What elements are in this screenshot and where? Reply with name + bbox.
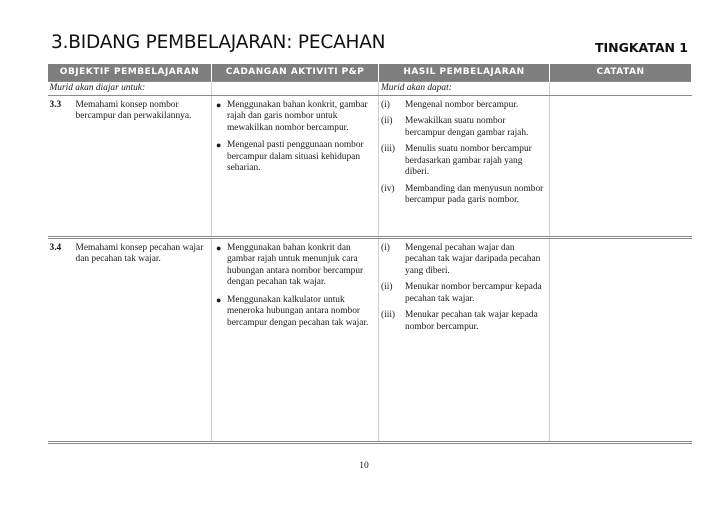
bullet-icon: ●: [216, 99, 222, 110]
subheader-notes-empty: [550, 81, 692, 95]
outcome-number: (ii): [381, 282, 393, 292]
outcome-item: [381, 310, 547, 333]
learning-table: [47, 64, 692, 444]
outcome-number: (iii): [381, 310, 396, 320]
outcome-number: (iv): [381, 183, 395, 194]
table-subheader-row: [48, 81, 692, 95]
table-row: [48, 95, 692, 237]
bullet-icon: ●: [216, 242, 222, 253]
subheader-empty: [212, 81, 379, 95]
objective-text: Memahami konsep pecahan wajar dan pecahan tak wajar.: [75, 242, 204, 264]
subheader-taught: Murid akan diajar untuk:: [48, 81, 212, 95]
form-level-label: TINGKATAN 1: [594, 40, 688, 55]
outcome-number: (i): [381, 99, 390, 110]
column-header-activities: CADANGAN AKTIVITI P&P: [212, 64, 379, 81]
outcome-text: Membanding dan menyusun nombor bercampur pada garis nombor.: [405, 183, 544, 205]
outcomes-cell: [379, 95, 550, 237]
activity-item: [214, 243, 376, 289]
bullet-icon: ●: [216, 294, 222, 305]
objective-text: Memahami konsep nombor bercampur dan perwakilannya.: [75, 99, 192, 121]
outcome-text: Menukar pecahan tak wajar kepada nombor bercampur.: [405, 310, 538, 332]
outcome-item: [381, 184, 547, 207]
objective-code: 3.3: [49, 99, 62, 110]
objective-code: 3.4: [49, 242, 62, 253]
outcome-item: [381, 243, 547, 278]
column-header-objectives: OBJEKTIF PEMBELAJARAN: [48, 64, 212, 81]
activity-item: [214, 140, 376, 175]
column-header-outcomes: HASIL PEMBELAJARAN: [379, 64, 550, 81]
outcome-text: Mewakilkan suatu nombor bercampur dengan gambar rajah.: [405, 116, 529, 138]
activity-item: [214, 295, 376, 330]
activity-text: Menggunakan bahan konkrit, gambar rajah dan garis nombor untuk mewakilkan nombor bercampur.: [227, 99, 368, 133]
table-row: [48, 237, 692, 442]
activity-text: Menggunakan kalkulator untuk meneroka hubungan antara nombor bercampur dengan pecahan tak wajar.: [227, 294, 369, 328]
column-header-notes: CATATAN: [550, 64, 692, 81]
activity-text: Menggunakan bahan konkrit dan gambar rajah untuk menunjuk cara hubungan antara nombor bercampur dengan pecahan tak wajar.: [227, 242, 364, 287]
bullet-icon: ●: [216, 140, 222, 150]
outcome-item: [381, 116, 547, 139]
outcomes-cell: [379, 237, 550, 442]
outcome-number: (iii): [381, 144, 396, 154]
table-header-row: [48, 64, 692, 81]
outcome-text: Menulis suatu nombor bercampur berdasarkan gambar rajah yang diberi.: [405, 144, 532, 177]
page-number: 10: [359, 461, 369, 471]
notes-cell: [550, 95, 692, 237]
subheader-able: Murid akan dapat:: [379, 81, 550, 95]
outcome-text: Mengenal pecahan wajar dan pecahan tak wajar daripada pecahan yang diberi.: [405, 242, 541, 276]
outcome-item: [381, 144, 547, 179]
objective-cell: [48, 237, 212, 442]
activities-cell: [212, 95, 379, 237]
page-title: 3.BIDANG PEMBELAJARAN: PECAHAN: [51, 32, 386, 53]
outcome-number: (i): [381, 242, 390, 253]
outcome-text: Menukar nombor bercampur kepada pecahan tak wajar.: [405, 282, 542, 304]
objective-cell: [48, 95, 212, 237]
outcome-item: [381, 282, 547, 305]
outcome-text: Mengenal nombor bercampur.: [405, 99, 519, 110]
activity-text: Mengenal pasti penggunaan nombor bercampur dalam situasi kehidupan seharian.: [227, 140, 364, 173]
activities-cell: [212, 237, 379, 442]
outcome-item: [381, 100, 547, 112]
activity-item: [214, 100, 376, 135]
notes-cell: [550, 237, 692, 442]
outcome-number: (ii): [381, 116, 393, 126]
